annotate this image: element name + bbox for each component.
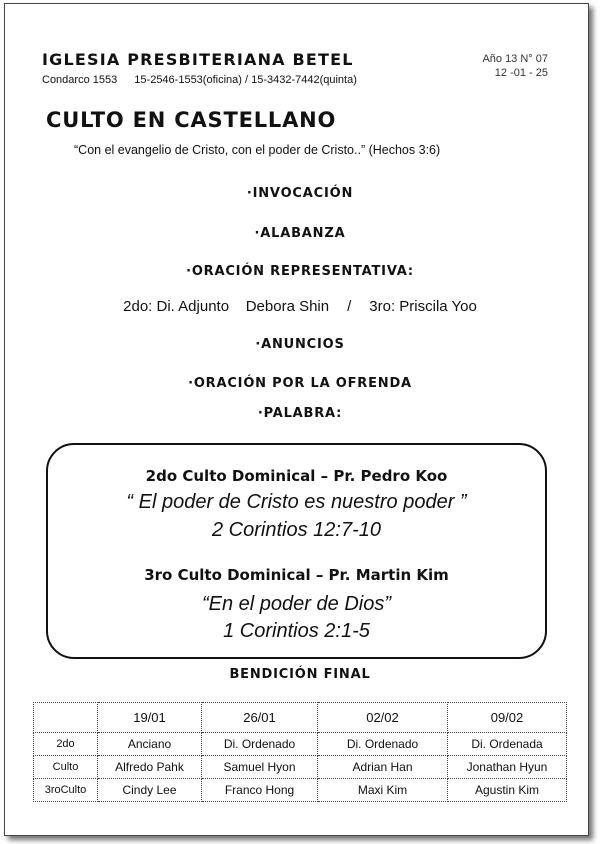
service-title: CULTO EN CASTELLANO	[46, 108, 337, 132]
date-header: 09/02	[448, 703, 567, 733]
section-ofrenda: ·ORACIÓN POR LA OFRENDA	[188, 376, 412, 391]
table-cell: Adrian Han	[318, 756, 448, 779]
table-cell: Jonathan Hyun	[448, 756, 567, 779]
issue-info	[482, 52, 548, 80]
table-cell: Cindy Lee	[98, 779, 202, 802]
sermon-1-heading: 2do Culto Dominical – Pr. Pedro Koo	[145, 467, 448, 485]
table-cell: Di. Ordenado	[202, 733, 318, 756]
church-address: Condarco 1553	[42, 74, 118, 86]
church-contact	[42, 74, 371, 86]
table-cell: Franco Hong	[202, 779, 318, 802]
oracion-3ro: 3ro: Priscila Yoo	[369, 298, 477, 315]
church-name: IGLESIA PRESBITERIANA BETEL	[42, 50, 354, 69]
table-cell: Agustin Kim	[448, 779, 567, 802]
issue-date: 12 -01 - 25	[494, 67, 548, 79]
sermon-box	[46, 443, 547, 659]
section-oracion: ·ORACIÓN REPRESENTATIVA:	[186, 264, 414, 279]
table-cell: Samuel Hyon	[202, 756, 318, 779]
date-header: 26/01	[202, 703, 318, 733]
section-invocacion: ·INVOCACIÓN	[246, 186, 354, 201]
section-anuncios: ·ANUNCIOS	[255, 337, 345, 352]
section-alabanza: ·ALABANZA	[254, 226, 346, 241]
theme-verse: “Con el evangelio de Cristo, con el poder de Cristo..” (Hechos 3:6)	[74, 143, 441, 157]
church-phones: 15-2546-1553(oficina) / 15-3432-7442(quinta)	[134, 74, 357, 86]
table-header-row	[34, 703, 567, 733]
oracion-2do: 2do: Di. Adjunto Debora Shin	[123, 298, 330, 315]
sermon-2-heading: 3ro Culto Dominical – Pr. Martin Kim	[144, 566, 449, 584]
oracion-assignments	[0, 298, 600, 315]
table-row	[34, 756, 567, 779]
sermon-2-title: “En el poder de Dios”	[202, 593, 391, 615]
issue-number: Año 13 N° 07	[482, 53, 548, 65]
table-row	[34, 779, 567, 802]
table-cell: Di. Ordenado	[318, 733, 448, 756]
oracion-separator: /	[347, 298, 352, 315]
table-cell: Di. Ordenada	[448, 733, 567, 756]
sermon-2-reference: 1 Corintios 2:1-5	[223, 620, 370, 642]
date-header: 02/02	[318, 703, 448, 733]
schedule-table	[33, 702, 567, 802]
sermon-1-title: “ El poder de Cristo es nuestro poder ”	[126, 491, 467, 513]
section-bendicion: BENDICIÓN FINAL	[229, 667, 371, 682]
table-corner	[34, 703, 98, 733]
section-palabra: ·PALABRA:	[257, 406, 343, 421]
row-label-3ro: 3roCulto	[34, 779, 98, 802]
sermon-1-reference: 2 Corintios 12:7-10	[212, 519, 381, 541]
row-label-2do: 2do	[34, 733, 98, 756]
table-cell: Anciano	[98, 733, 202, 756]
row-label-culto: Culto	[34, 756, 98, 779]
table-cell: Alfredo Pahk	[98, 756, 202, 779]
date-header: 19/01	[98, 703, 202, 733]
table-row	[34, 733, 567, 756]
table-cell: Maxi Kim	[318, 779, 448, 802]
